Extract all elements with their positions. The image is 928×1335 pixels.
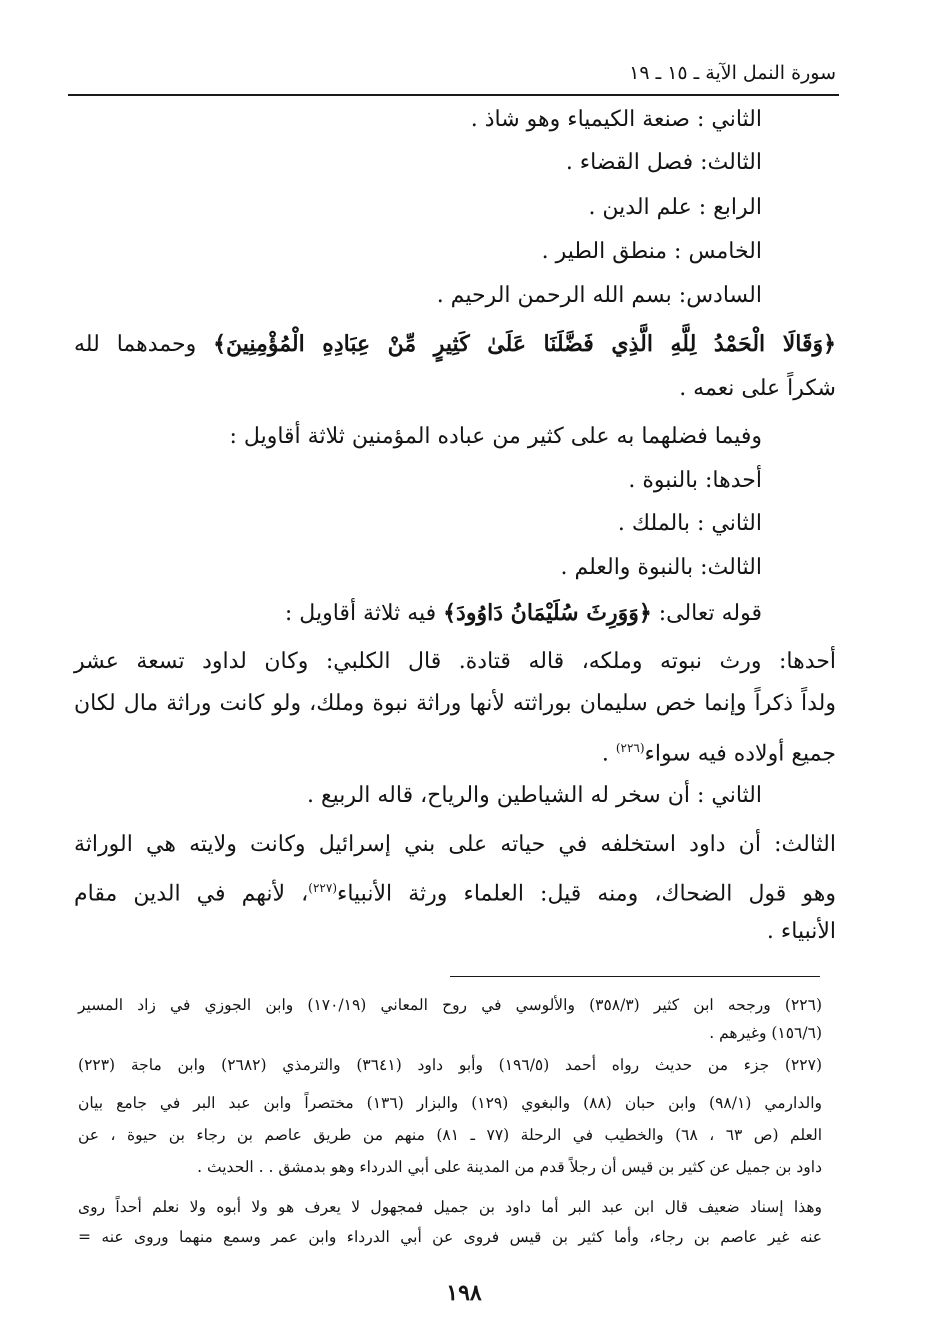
text-line: وفيما فضلهما به على كثير من عباده المؤمنين ثلاثة أقاويل :	[229, 424, 762, 449]
text-line: الأنبياء .	[766, 919, 836, 944]
text-line: الرابع : علم الدين .	[588, 195, 762, 220]
text-span: وحمدهما لله	[74, 332, 214, 357]
text-line: الثالث: أن داود استخلفه في حياته على بني إسرائيل وكانت ولايته هي الوراثة	[74, 832, 836, 857]
footnote-line: وهذا إسناد ضعيف قال ابن عبد البر أما داود بن جميل فمجهول لا يعرف هو ولا أبوه ولا نعلم أحداً روى	[78, 1198, 822, 1216]
text-line	[602, 728, 836, 774]
text-line: أحدها: بالنبوة .	[628, 468, 762, 493]
text-line: أحدها: ورث نبوته وملكه، قاله قتادة. قال الكلبي: وكان لداود تسعة عشر	[74, 649, 836, 674]
text-line: شكراً على نعمه .	[679, 376, 836, 401]
footnote-rule	[450, 976, 820, 977]
text-line: الثاني : أن سخر له الشياطين والرياح، قاله الربيع .	[306, 783, 762, 808]
text-line: الخامس : منطق الطير .	[541, 239, 762, 264]
text-line	[74, 868, 836, 914]
header-rule	[68, 94, 839, 96]
footnote-line: (١٥٦/٦) وغيرهم .	[709, 1024, 822, 1042]
quran-verse: ﴿وَوَرِثَ سُلَيْمَانُ دَاوُودَ﴾	[443, 600, 652, 626]
text-span: فيه ثلاثة أقاويل :	[284, 601, 444, 626]
text-line: الثاني : صنعة الكيمياء وهو شاذ .	[470, 107, 762, 132]
text-line: الثالث: بالنبوة والعلم .	[560, 555, 762, 580]
verse-line	[74, 324, 836, 365]
text-line: السادس: بسم الله الرحمن الرحيم .	[436, 283, 762, 308]
footnote-line: (٢٢٧) جزء من حديث رواه أحمد (١٩٦/٥) وأبو داود (٣٦٤١) والترمذي (٢٦٨٢) وابن ماجة (٢٢٣)	[78, 1056, 822, 1074]
text-span: وهو قول الضحاك، ومنه قيل: العلماء ورثة الأنبياء	[337, 881, 836, 907]
page-number: ١٩٨	[446, 1280, 482, 1306]
footnote-ref: (٢٢٦)	[615, 741, 645, 755]
text-span: قوله تعالى:	[651, 601, 762, 626]
text-span: ، لأنهم في الدين مقام	[74, 881, 309, 907]
text-span: جميع أولاده فيه سواء	[644, 741, 836, 767]
footnote-line: العلم (ص ٦٣ ، ٦٨) والخطيب في الرحلة (٧٧ ـ ٨١) منهم من طريق عاصم بن رجاء بن حيوة ، عن	[78, 1126, 822, 1144]
text-line: ولداً ذكراً وإنما خص سليمان بوراثته لأنها وراثة نبوة وملك، ولو كانت وراثة مال لكان	[74, 691, 836, 716]
footnote-line: (٢٢٦) ورجحه ابن كثير (٣٥٨/٣) والألوسي في روح المعاني (١٧٠/١٩) وابن الجوزي في زاد المسير	[78, 996, 822, 1014]
verse-line	[285, 593, 762, 634]
text-span: .	[601, 741, 616, 767]
footnote-line: داود بن جميل عن كثير بن قيس أن رجلاً قدم من المدينة على أبي الدرداء وهو بدمشق . . الحديث .	[197, 1158, 822, 1176]
running-header: سورة النمل الآية ـ ١٥ ـ ١٩	[629, 62, 836, 84]
footnote-line: والدارمي (٩٨/١) وابن حبان (٨٨) والبغوي (١٢٩) والبزار (١٣٦) مختصراً وابن عبد البر في جامع بيان	[78, 1094, 823, 1112]
footnote-ref: (٢٢٧)	[308, 881, 337, 895]
quran-verse: ﴿وَقَالَا الْحَمْدُ لِلَّهِ الَّذِي فَضَّلَنَا عَلَىٰ كَثِيرٍ مِّنْ عِبَادِهِ الْمُؤْمِنِينَ﴾	[213, 331, 837, 357]
text-line: الثاني : بالملك .	[617, 511, 762, 536]
text-line: الثالث: فصل القضاء .	[565, 150, 762, 175]
footnote-line: عنه غير عاصم بن رجاء، وأما كثير بن قيس فروى عن أبي الدرداء وابن عمر وسمع منهما وروى عنه =	[78, 1228, 822, 1246]
